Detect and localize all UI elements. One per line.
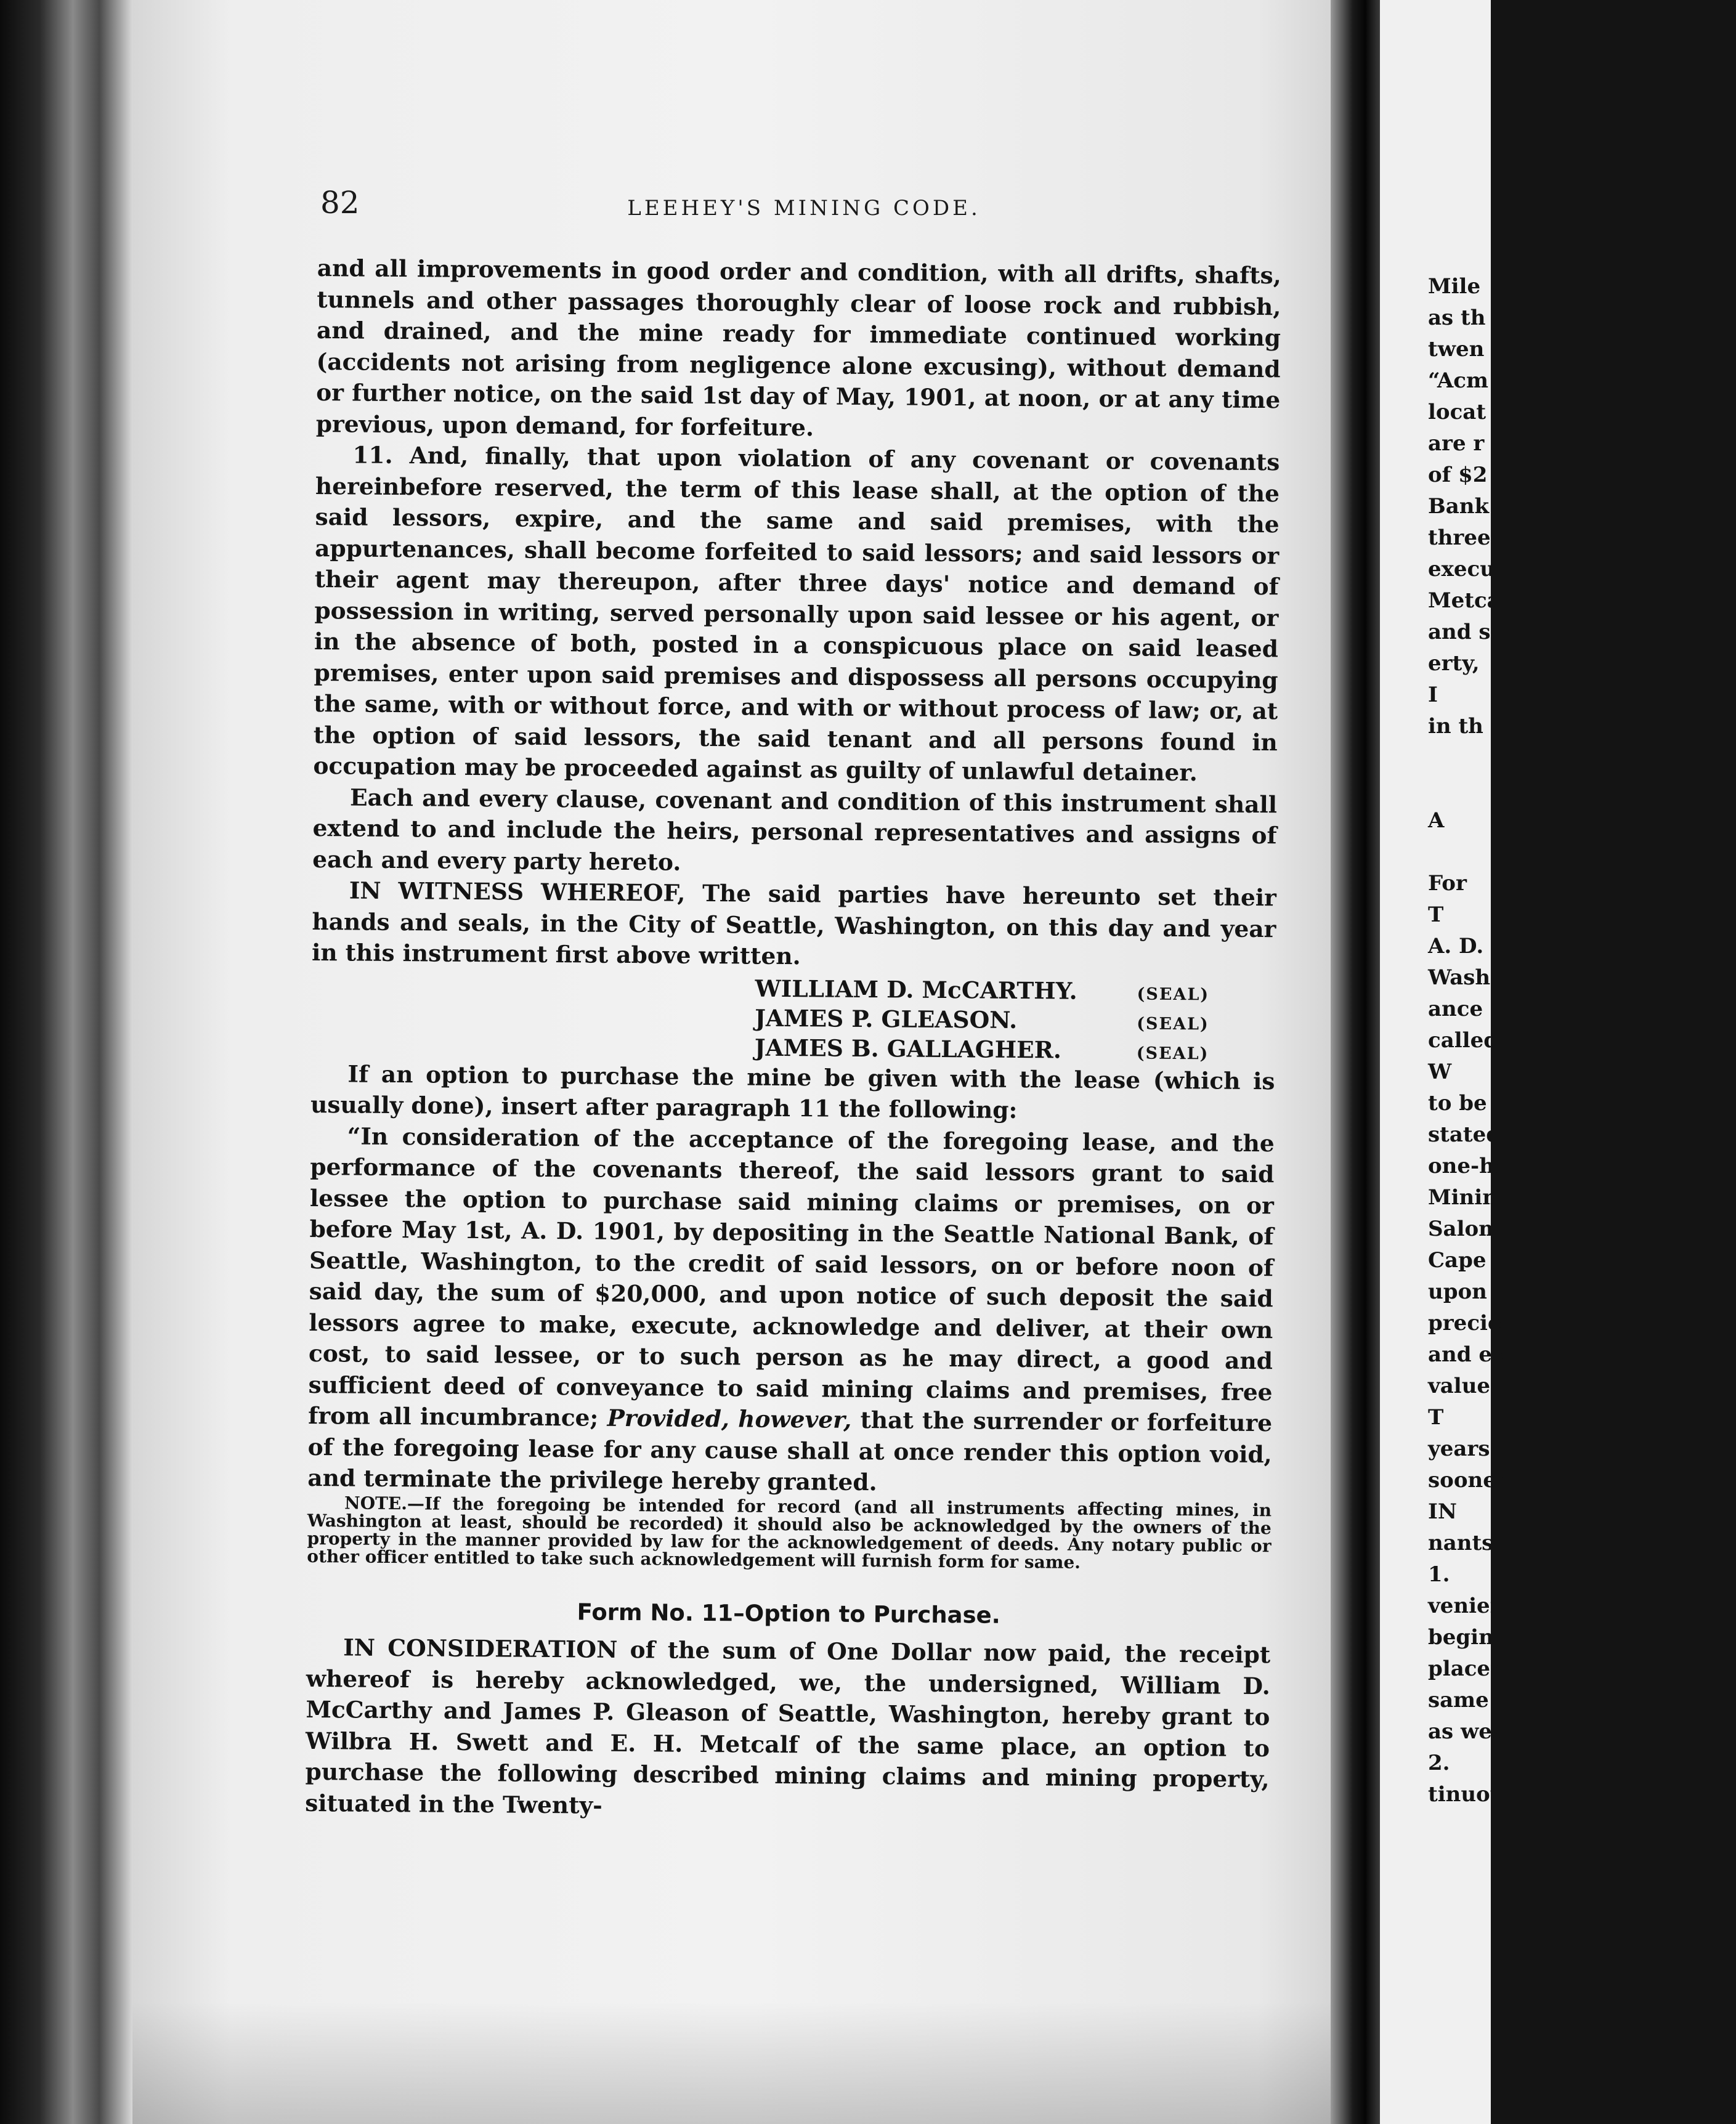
facing-page-line: execu bbox=[1428, 557, 1495, 582]
facing-page-line: as th bbox=[1428, 306, 1486, 330]
paragraph-witness: IN WITNESS WHEREOF, The said parties have hereunto set their hands and seals, in the City of Seattle, Washington, on this day and year in this instrument first above written. bbox=[311, 877, 1276, 970]
option-clause-text-end: that the surrender or forfeiture of the foregoing lease for any cause shall at once render this option void, and terminate the privilege hereby granted. bbox=[307, 1406, 1273, 1496]
book-title: LEEHEY'S MINING CODE. bbox=[627, 196, 981, 221]
paragraph-continued: and all improvements in good order and condition, with all drifts, shafts, tunnels and other passages thoroughly clear of loose rock and rubbish, and drained, and the mine ready for immediate continued working (accidents not arising from negligence alone excusing), without demand or further notice, on the said 1st day of May, 1901, at noon, or at any time previous, upon demand, for forfeiture. bbox=[315, 254, 1281, 441]
facing-page-line: locat bbox=[1428, 400, 1487, 424]
book-spine bbox=[1331, 0, 1380, 2124]
seal-mark: (SEAL) bbox=[1137, 984, 1210, 1004]
signer-name: WILLIAM D. McCARTHY. bbox=[755, 975, 1077, 1005]
facing-page-text bbox=[1428, 271, 1736, 1810]
seal-mark: (SEAL) bbox=[1136, 1043, 1209, 1063]
facing-page-line: 2. bbox=[1428, 1751, 1450, 1775]
paragraph-forfeiture: 11. And, finally, that upon violation of any covenant or covenants hereinbefore reserved, the term of this lease shall, at the option of the said lessors, expire, and the same and said premises, with the appurtenances, shall become forfeited to said lessors; and said lessors or their agent may thereupon, after three days' notice and demand of possession in writing, served personally upon said lessee or his agent, or in the absence of both, posted in a conspicuous place on said leased premises, enter upon said premises and dispossess all persons occupying the same, with or without force, and with or without process of law; or, at the option of said lessors, the said tenant and all persons found in occupation may be proceeded against as guilty of unlawful detainer. bbox=[313, 441, 1280, 787]
facing-page-line: and ex bbox=[1428, 1342, 1505, 1367]
facing-page-line: Minin bbox=[1428, 1185, 1498, 1210]
facing-page-line bbox=[1428, 742, 1736, 774]
signature-row bbox=[755, 973, 1275, 1007]
facing-page-line: Salom bbox=[1428, 1217, 1501, 1241]
facing-page-line: of $2 bbox=[1428, 463, 1488, 487]
facing-page-line: A. D. bbox=[1428, 934, 1484, 959]
facing-page-line: Bank bbox=[1428, 494, 1490, 519]
facing-page-line: 1. bbox=[1428, 1562, 1450, 1587]
signer-name: JAMES B. GALLAGHER. bbox=[754, 1034, 1062, 1064]
facing-page-line: are r bbox=[1428, 431, 1485, 456]
facing-page-line: begin bbox=[1428, 1625, 1494, 1650]
paragraph-option-clause bbox=[307, 1120, 1275, 1501]
facing-page-line: For bbox=[1428, 871, 1467, 896]
facing-page-line: stated bbox=[1428, 1122, 1501, 1147]
facing-page-line: in th bbox=[1428, 714, 1483, 739]
facing-page-line: I bbox=[1428, 683, 1438, 707]
facing-page-line: sooner bbox=[1428, 1468, 1507, 1493]
facing-page-line: same bbox=[1428, 1688, 1489, 1713]
facing-page-line: IN bbox=[1428, 1499, 1457, 1524]
facing-page-line: upon bbox=[1428, 1279, 1487, 1304]
paragraph-option-intro: If an option to purchase the mine be given with the lease (which is usually done), insert after paragraph 11 the following: bbox=[310, 1060, 1275, 1124]
facing-page-line: and s bbox=[1428, 620, 1491, 644]
facing-page-line: venien bbox=[1428, 1594, 1506, 1618]
facing-page-line: Mile bbox=[1428, 274, 1481, 299]
book-edge bbox=[0, 0, 132, 2124]
facing-page-line: tinuou bbox=[1428, 1782, 1506, 1807]
page-number: 82 bbox=[320, 185, 360, 221]
facing-page-line: twen bbox=[1428, 337, 1485, 362]
facing-page-line: value. bbox=[1428, 1374, 1498, 1398]
facing-page-line: three bbox=[1428, 525, 1491, 550]
facing-page-line: Metca bbox=[1428, 588, 1501, 613]
paragraph-heirs: Each and every clause, covenant and condition of this instrument shall extend to and include the heirs, personal representatives and assigns of each and every party hereto. bbox=[312, 783, 1278, 876]
seal-mark: (SEAL) bbox=[1137, 1013, 1209, 1034]
facing-page-line: to be bbox=[1428, 1091, 1487, 1116]
option-clause-text: “In consideration of the acceptance of the foregoing lease, and the performance of the covenants thereof, the said lessors grant to said lessee the option to purchase said mining claims or premises, on or before May 1st, A. D. 1901, by depositing in the Seattle National Bank, of Seattle, Washington, to the credit of said lessors, on or before noon of said day, the sum of $20,000, and upon notice of such deposit the said lessors agree to make, execute, acknowledge and deliver, at their own cost, to said lessee, or to such person as he may direct, a good and sufficient deed of conveyance to said mining claims and premises, free from all incumbrance; bbox=[307, 1122, 1275, 1432]
option-clause-proviso: Provided, however, bbox=[607, 1404, 852, 1433]
facing-page-line: Wash bbox=[1428, 965, 1491, 990]
facing-page-line: as wea bbox=[1428, 1719, 1506, 1744]
facing-page-line bbox=[1428, 774, 1736, 805]
facing-page-line: T bbox=[1428, 1405, 1444, 1430]
facing-page-line: “Acm bbox=[1428, 368, 1488, 393]
form-heading: Form No. 11–Option to Purchase. bbox=[577, 1598, 1000, 1629]
facing-page-line: called bbox=[1428, 1028, 1498, 1053]
facing-page-line: Cape bbox=[1428, 1248, 1487, 1273]
facing-page-line: ance bbox=[1428, 997, 1483, 1021]
facing-page-line: placer bbox=[1428, 1656, 1501, 1681]
signature-block bbox=[755, 973, 1276, 1066]
facing-page-line: years bbox=[1428, 1437, 1490, 1461]
facing-page-line: A bbox=[1428, 808, 1445, 833]
paragraph-option-form: IN CONSIDERATION of the sum of One Dollar now paid, the receipt whereof is hereby acknowledged, we, the undersigned, William D. McCarthy and James P. Gleason of Seattle, Washington, hereby grant to Wilbra H. Swett and E. H. Metcalf of the same place, an option to purchase the following described mining claims and mining property, situated in the Twenty- bbox=[305, 1634, 1271, 1819]
facing-page-line: nants bbox=[1428, 1531, 1494, 1555]
facing-page-line: W bbox=[1428, 1060, 1452, 1084]
note-paragraph: NOTE.—If the foregoing be intended for record (and all instruments affecting mines, in Washington at least, should be recorded) it should also be acknowledged by the owners of the property in the manner provided by law for the acknowledgement of deeds. Any notary public or other officer entitled to take such acknowledgement will furnish form for same. bbox=[307, 1492, 1272, 1573]
facing-page-line bbox=[1428, 837, 1736, 868]
page-shadow bbox=[132, 2002, 1331, 2124]
facing-page-line: one-ha bbox=[1428, 1154, 1508, 1178]
signer-name: JAMES P. GLEASON. bbox=[755, 1004, 1018, 1034]
facing-page-line: precio bbox=[1428, 1311, 1502, 1336]
facing-page-line: T bbox=[1428, 902, 1444, 927]
running-head bbox=[320, 185, 1288, 240]
facing-page-line: erty, bbox=[1428, 651, 1480, 676]
page-body bbox=[305, 253, 1281, 1826]
